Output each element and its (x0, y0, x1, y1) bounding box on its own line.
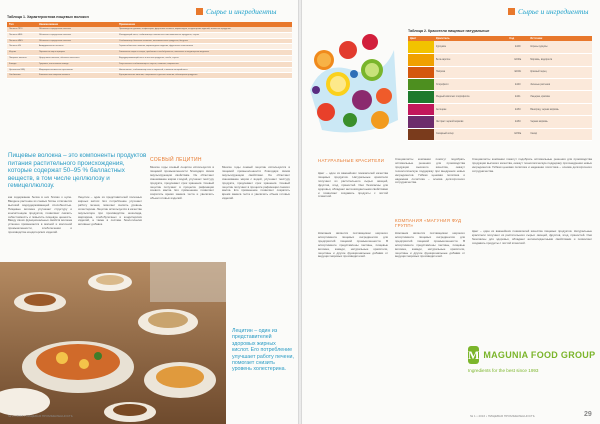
footer-right: № 1 • 2016 • ПИЩЕВАЯ ПРОМЫШЛЕННОСТЬ (470, 414, 535, 418)
section-heading: КОМПАНИЯ «МАГУНИЯ ФУД ГРУПП» (395, 218, 462, 228)
table-row: Куркумин Е100 Корень куркумы (408, 41, 592, 53)
table-row: Целлюлоза МКЦ Микрокристаллическая целлюлоза Наполнитель, стабилизатор пены и эмульсий, снижение калорийности (7, 67, 292, 73)
body-column-4: Многие годы соевый лецитин используется в пищевой промышленности благодаря своим эмульгирующим свойствам. Он облегчает смешивание жиров с водой, улучшает текстуру продукта, продлевает срок хранения. Соевый лецитин получают в процессе рафинации соевого масла. Его применение позволяет сократить время замеса теста и увеличить объем готовых изделий. (222, 165, 290, 201)
side-quote: Лецитин – один из представителей здоровых жирных кислот. Его потребление улучшает работу печени, помогает снизить уровень холестерина. (232, 328, 294, 373)
fruit-splash-illustration (302, 20, 402, 148)
breakfast-photo (0, 262, 226, 424)
body-column-2: Лецитин – один из представителей полезных жирных кислот. Его потребление улучшает работу печени, помогает снизить уровень холестерина. Лецитин используется в качестве эмульгатора при производстве шоколада, маргарина, хлебобулочных и кондитерских изделий, а также в составе биологически активных добавок. (78, 195, 142, 227)
color-swatch (408, 103, 434, 115)
colorants-table (408, 36, 592, 141)
body-column-1b: Компания является поставщиком широкого ассортимента пищевых ингредиентов для предприятий пищевой промышленности. В ассортименте представлены пектины, пищевые волокна, камеди, натуральные красители, лецитины и другие функциональные добавки от ведущих мировых производителей. (318, 231, 388, 259)
color-swatch (408, 91, 434, 103)
body-column-2: Специалисты компании помогут подобрать оптимальные решения для производства продукции высокого качества, окажут технологическую поддержку при внедрении новых ингредиентов. Гибкая ценовая политика и надежная логистика – основа долгосрочного сотрудничества. (395, 157, 465, 185)
color-swatch (408, 66, 434, 78)
section-heading: СОЕВЫЙ ЛЕЦИТИН (150, 157, 202, 163)
color-swatch (408, 79, 434, 91)
body-column-3: Многие годы соевый лецитин используется в пищевой промышленности благодаря своим эмульгирующим свойствам. Он облегчает смешивание жиров с водой, улучшает текстуру продукта, продлевает срок хранения. Соевый лецитин получают в процессе рафинации соевого масла. Его применение позволяет сократить время замеса теста и увеличить объем готовых изделий. (150, 165, 214, 201)
table-row: Инулин Порошок из корня цикория Заменитель жира и сахара, пребиотик в хлебобулочных, молочных и кондитерских изделиях (7, 50, 292, 56)
magunia-logo (468, 346, 594, 386)
logo-text: MAGUNIA FOOD GROUP (483, 350, 596, 360)
table-header: Тип (7, 22, 37, 27)
table-row: Антоциан Е163 Виноград, черная морковь (408, 103, 592, 115)
running-head-right: Сырье и ингредиенты (508, 7, 588, 16)
orange-square-icon (508, 8, 515, 15)
table-header: Источник (528, 36, 592, 41)
table-row: Пектины НВЭ Яблочные и цитрусовые пектины Желирующий агент, стабилизатор в молочных и кисломолочных продуктах, соусах (7, 32, 292, 38)
table-row: Бета-каротин Е160а Морковь, водоросли (408, 54, 592, 66)
table-row: Хлорофилл Е140 Зеленые растения (408, 79, 592, 91)
logo-emblem-icon: M (468, 346, 479, 364)
table-header: Цвет (408, 36, 434, 41)
footer-left: № 1 • 2016 • ПИЩЕВАЯ ПРОМЫШЛЕННОСТЬ (8, 414, 73, 418)
table-row: Синбиотики Комплексные пищевые волокна Функциональное питание, спортивное и детское питание, обогащение продуктов (7, 73, 292, 79)
table-row: Пектины НЭ Амидированные пектины Термостабильные начинки, мармеладные изделия, фруктовые наполнители (7, 44, 292, 50)
pullquote: Пищевые волокна – это компоненты продуктов питания растительного происхождения, которые содержат 50–95 % балластных веществ, в том числе целлюлозу и гемицеллюлозу. (8, 152, 147, 190)
table-header: Краситель (434, 36, 507, 41)
table-row: Пектины НМЭ Яблочные и цитрусовые пектины Стабилизатор белковых напитков, кисломолочных продуктов, йогуртов (7, 38, 292, 44)
table-header: Применение (117, 22, 292, 27)
table-row: Сахарный колер Е150а Сахар (408, 128, 592, 140)
table-row: Пищевые волокна Цитрусовые волокна, яблочная клетчатка Водоудерживающий агент в мясных продуктах, хлебе, соусах (7, 55, 292, 61)
body-column-2b: Компания является поставщиком широкого ассортимента пищевых ингредиентов для предприятий пищевой промышленности. В ассортименте представлены пектины, пищевые волокна, камеди, натуральные красители, лецитины и другие функциональные добавки от ведущих мировых производителей. (395, 231, 465, 259)
table-header: Код (507, 36, 528, 41)
table-2-title: Таблица 2. Красители пищевые натуральные (408, 29, 490, 33)
orange-square-icon (196, 8, 203, 15)
page-number: 29 (584, 411, 592, 418)
logo-tagline: Ingredients for the best since 1993 (468, 368, 539, 373)
table-row: Экстракт черной моркови Е163 Черная морковь (408, 116, 592, 128)
color-swatch (408, 116, 434, 128)
left-page (0, 0, 298, 424)
table-row: Пектины ППО Яблочные и цитрусовые пектины Производство джемов, конфитюров, фруктовых начинок, мармеладов, кондитерских изделий, молочных продуктов (7, 27, 292, 32)
body-column-3b: Цвет – один из важнейших показателей качества пищевых продуктов. Натуральные красители получают из растительного сырья: овощей, фруктов, ягод, пряностей. Они безопасны для здоровья, обладают антиоксидантными свойствами и позволяют создавать продукты с чистой этикеткой. (472, 229, 592, 245)
color-swatch (408, 128, 434, 140)
table-row: Паприка Е160с Красный перец (408, 66, 592, 78)
table-header: Наименование (37, 22, 117, 27)
body-column-3: Специалисты компании помогут подобрать оптимальные решения для производства продукции высокого качества, окажут технологическую поддержку при внедрении новых ингредиентов. Гибкая ценовая политика и надежная логистика – основа долгосрочного сотрудничества. (472, 157, 592, 173)
color-swatch (408, 41, 434, 53)
body-column-1: Цвет – один из важнейших показателей качества пищевых продуктов. Натуральные красители получают из растительного сырья: овощей, фруктов, ягод, пряностей. Они безопасны для здоровья, обладают антиоксидантными свойствами и позволяют создавать продукты с чистой этикеткой. (318, 171, 388, 199)
body-column-1: как содержание белка в них близко к нулю. Вводное растение из соевых ботвы отличается высокой водоудерживающей способностью. Пищевые волокна улучшают структуру и консистенцию продуктов, позволяют снизить себестоимость и повысить пищевую ценность. Ввиду своих функциональных свойств волокна успешно применяются в мясной и молочной промышленности, хлебопечении и производстве кондитерских изделий. (8, 195, 72, 235)
table-row: Медный комплекс хлорофилла Е141 Люцерна, крапива (408, 91, 592, 103)
table-row: Камеди Гуаровая, ксантановая камедь Загустители и стабилизаторы в соусах, напитках, мороженом (7, 61, 292, 67)
table-1-title: Таблица 1. Характеристика пищевых волокон (7, 15, 89, 19)
color-swatch (408, 54, 434, 66)
fiber-table (7, 22, 292, 79)
section-heading: НАТУРАЛЬНЫЕ КРАСИТЕЛИ (318, 158, 385, 163)
running-head-left: Сырье и ингредиенты (196, 7, 276, 16)
